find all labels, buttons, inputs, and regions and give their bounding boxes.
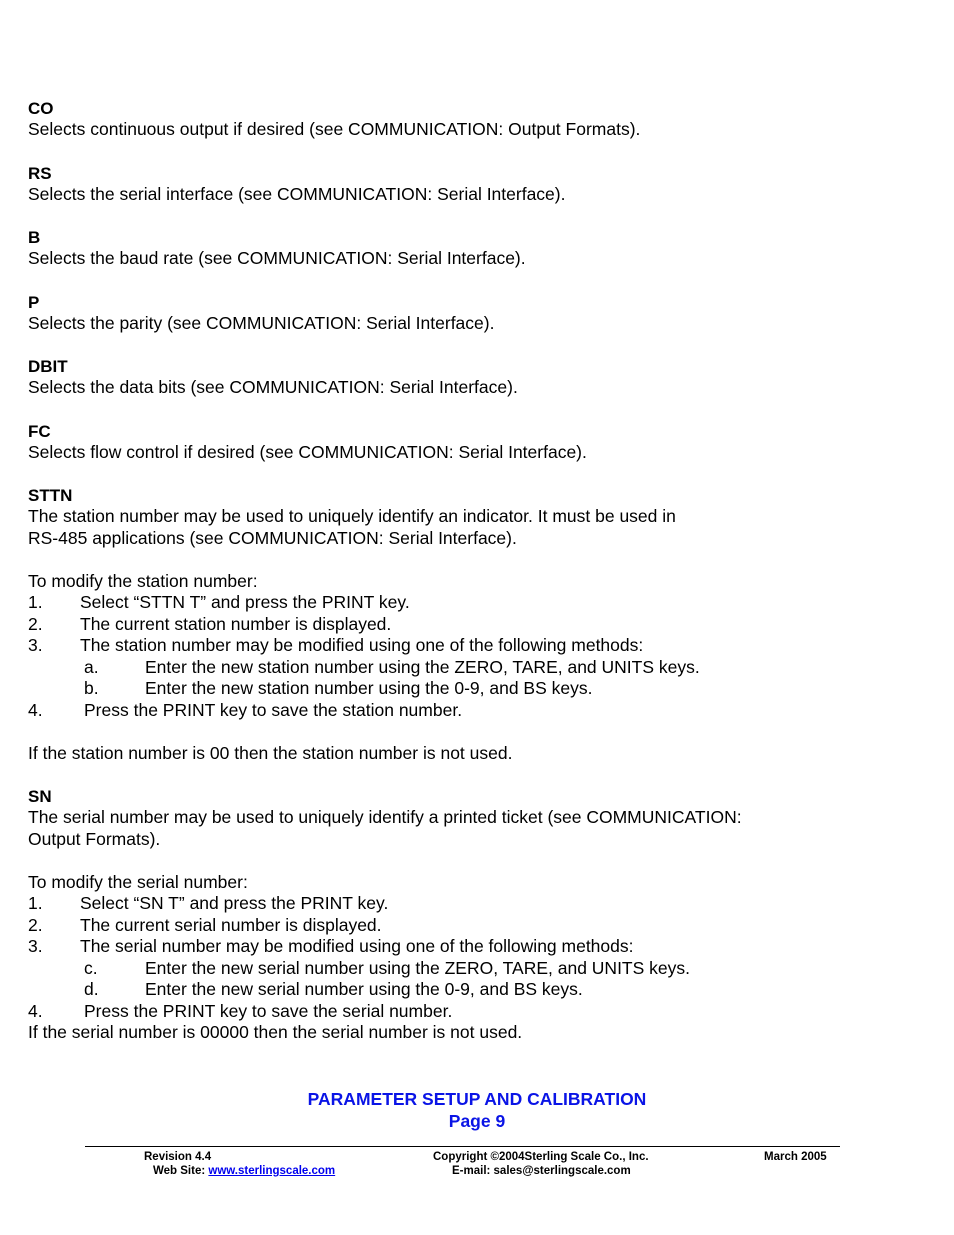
list-item: 2. The current station number is displayed.: [28, 613, 392, 634]
footer-divider: [85, 1146, 840, 1147]
section-text: The serial number may be used to uniquely identify a printed ticket (see COMMUNICATION:: [28, 807, 742, 827]
section-text: RS-485 applications (see COMMUNICATION: Serial Interface).: [28, 527, 517, 548]
list-item: 3. The serial number may be modified using one of the following methods:: [28, 936, 634, 956]
website-line: [153, 1164, 335, 1178]
section-text: Selects the parity (see COMMUNICATION: Serial Interface).: [28, 312, 495, 333]
list-item: 1. Select “SN T” and press the PRINT key.: [28, 893, 389, 913]
section-heading: DBIT: [28, 357, 68, 376]
document-body: [28, 98, 928, 1066]
section-heading: P: [28, 292, 40, 312]
section-rs: [28, 163, 928, 206]
copyright-text: Copyright ©2004Sterling Scale Co., Inc.: [433, 1151, 649, 1163]
date-text: March 2005: [764, 1151, 827, 1163]
list-item: 3. The station number may be modified using one of the following methods:: [28, 635, 644, 655]
section-text: Selects continuous output if desired (see COMMUNICATION: Output Formats).: [28, 119, 641, 139]
section-text: Selects the serial interface (see COMMUNICATION: Serial Interface).: [28, 183, 566, 204]
sub-list-item: d. Enter the new serial number using the 0-9, and BS keys.: [84, 979, 583, 999]
sub-list-item: c. Enter the new serial number using the ZERO, TARE, and UNITS keys.: [84, 957, 690, 978]
website-label: Web Site:: [153, 1165, 209, 1177]
section-heading: FC: [28, 421, 51, 441]
section-heading: CO: [28, 99, 54, 118]
sub-list-item: b. Enter the new station number using the 0-9, and BS keys.: [84, 678, 593, 698]
section-dbit: [28, 356, 928, 399]
section-heading: RS: [28, 163, 52, 183]
procedure-intro: To modify the serial number:: [28, 871, 248, 892]
section-b: [28, 227, 928, 270]
footer-title: PARAMETER SETUP AND CALIBRATION: [307, 1089, 647, 1109]
section-co: [28, 98, 928, 141]
list-item: 1. Select “STTN T” and press the PRINT key.: [28, 592, 410, 612]
section-text: Selects the data bits (see COMMUNICATION: Serial Interface).: [28, 377, 518, 397]
section-p: [28, 292, 928, 335]
list-item: 4. Press the PRINT key to save the serial number.: [28, 1000, 453, 1021]
section-heading: SN: [28, 787, 52, 806]
section-text: The station number may be used to uniquely identify an indicator. It must be used in: [28, 506, 676, 526]
section-text: Output Formats).: [28, 828, 161, 849]
section-heading: B: [28, 228, 41, 247]
section-fc: [28, 421, 928, 464]
revision-label: Revision 4.4: [144, 1151, 212, 1163]
note-text: If the station number is 00 then the station number is not used.: [28, 742, 513, 763]
section-sttn: [28, 485, 928, 764]
section-heading: STTN: [28, 486, 73, 505]
footer-title-block: [0, 1088, 954, 1132]
list-item: 2. The current serial number is displayed.: [28, 914, 382, 935]
list-item: 4. Press the PRINT key to save the station number.: [28, 699, 463, 720]
section-text: Selects flow control if desired (see COMMUNICATION: Serial Interface).: [28, 441, 587, 462]
procedure-intro: To modify the station number:: [28, 570, 258, 591]
section-sn: [28, 786, 928, 1044]
section-text: Selects the baud rate (see COMMUNICATION: Serial Interface).: [28, 248, 526, 268]
email-text: E-mail: sales@sterlingscale.com: [452, 1165, 631, 1177]
page-number: Page 9: [448, 1111, 506, 1131]
sub-list-item: a. Enter the new station number using the ZERO, TARE, and UNITS keys.: [84, 656, 700, 677]
website-link[interactable]: www.sterlingscale.com: [208, 1165, 336, 1177]
note-text: If the serial number is 00000 then the serial number is not used.: [28, 1022, 523, 1042]
